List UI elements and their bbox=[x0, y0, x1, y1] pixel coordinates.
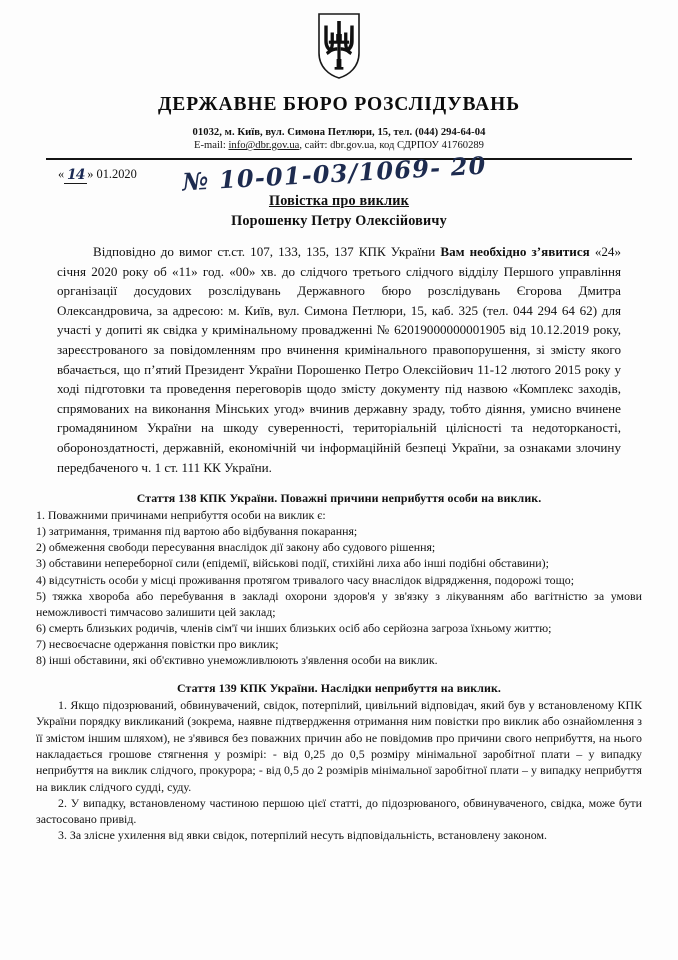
article-138-item: 1) затримання, тримання під вартою або відбування покарання; bbox=[36, 524, 358, 539]
date-month-year: 01.2020 bbox=[96, 167, 137, 181]
article-139-block bbox=[36, 681, 642, 844]
ukrainian-trident-coat-of-arms-icon bbox=[316, 12, 362, 80]
email-label: E-mail: bbox=[194, 140, 226, 151]
letterhead bbox=[0, 0, 678, 160]
handwritten-day: 14 bbox=[66, 167, 85, 183]
quote-close: » bbox=[87, 167, 94, 181]
email-address[interactable]: info@dbr.gov.ua bbox=[228, 140, 300, 151]
article-138-item: 8) інші обставини, які об'єктивно унеможливлюють з'явлення особи на виклик. bbox=[36, 652, 438, 667]
quote-open: « bbox=[58, 167, 65, 181]
main-paragraph bbox=[57, 242, 621, 477]
article-138-block bbox=[36, 491, 642, 668]
article-138-item: 3) обставини непереборної сили (епідемії, військові події, стихійні лиха або інші подібні обставини); bbox=[36, 556, 549, 571]
article-139-item: 2. У випадку, встановленому частиною першою цієї статті, до підозрюваного, обвинуваченого, свідка, може бути застосовано привід. bbox=[36, 795, 642, 827]
article-138-item: 4) відсутність особи у місці проживання протягом тривалого часу внаслідок відрядження, подорожі тощо; bbox=[36, 572, 575, 587]
article-139-item: 1. Якщо підозрюваний, обвинувачений, свідок, потерпілий, цивільний відповідач, який був у встановленому КПК України порядку викликаний (зокрема, наявне підтвердження отримання ним повістки про виклик або ознайомлення з її змістом іншим шляхом), не з'явився без поважних причин або не повідомив про причини свого неприбуття, на нього накладається грошове стягнення у розмірі: - від 0,25 до 0,5 розміру мінімальної заробітної плати – у випадку неприбуття на виклик слідчого, прокурора; - від 0,5 до 2 розмірів мінімальної заробітної плати – у випадку неприбуття на виклик слідчого судді, суду. bbox=[36, 698, 642, 794]
edrpou-code: 41760289 bbox=[441, 140, 484, 151]
handwritten-registration-number: № 10-01-03/1069- 20 bbox=[181, 150, 488, 197]
organization-title: ДЕРЖАВНЕ БЮРО РОЗСЛІДУВАНЬ bbox=[157, 94, 520, 115]
edrpou-label: , код СДРПОУ bbox=[374, 140, 439, 151]
site-address[interactable]: dbr.gov.ua bbox=[330, 140, 375, 151]
addressee-name: Порошенку Петру Олексійовичу bbox=[231, 213, 447, 229]
letterhead-contact-line bbox=[0, 140, 678, 151]
date-and-registration-row bbox=[0, 150, 678, 197]
article-139-heading: Стаття 139 КПК України. Наслідки неприбуття на виклик. bbox=[177, 681, 501, 696]
site-label: , сайт: bbox=[299, 140, 328, 151]
document-body bbox=[57, 242, 621, 477]
main-paragraph-rest: «24» січня 2020 року об «11» год. «00» хв. до слідчого третього слідчого відділу Першого управління організації досудових розслідувань Державного бюро розслідувань Єгорова Дмитра Олександровича, за адресою: м. Київ, вул. Симона Петлюри, 15, каб. 325 (тел. 044 294 64 62) для участі у допиті як свідка у кримінальному провадженні № 62019000000001905 від 10.12.2019 року, зареєстрованого за повідомленням про вчинення кримінального правопорушення, зі змісту якого вбачається, що п’ятий Президент України Порошенко Петро Олексійович 11-12 лютого 2015 року у ході підготовки та проведення переговорів щодо змісту документу під назвою «Комплекс заходів, спрямованих на виконання Мінських угод» вчинив державну зраду, тобто діяння, умисно вчинене громадянином України на шкоду суверенності, територіальній цілісності та недоторканості, обороноздатності, державній, економічній чи інформаційній безпеці України, за ознаками злочину передбаченого ч. 1 ст. 111 КК України. bbox=[57, 244, 622, 475]
main-paragraph-emphasis: Вам необхідно з’явитися bbox=[440, 244, 590, 259]
article-138-item: 2) обмеження свободи пересування внаслідок дії закону або судового рішення; bbox=[36, 540, 436, 555]
main-paragraph-lead: Відповідно до вимог ст.ст. 107, 133, 135, 137 КПК України bbox=[93, 244, 441, 259]
letterhead-address-line: 01032, м. Київ, вул. Симона Петлюри, 15, тел. (044) 294-64-04 bbox=[192, 127, 486, 138]
article-138-heading: Стаття 138 КПК України. Поважні причини неприбуття особи на виклик. bbox=[136, 491, 542, 506]
article-139-item: 3. За злісне ухилення від явки свідок, потерпілий несуть відповідальність, встановлену законом. bbox=[58, 828, 547, 843]
article-138-item: 6) смерть близьких родичів, членів сім'ї чи інших близьких осіб або серйозна загроза їхньому життю; bbox=[36, 620, 552, 635]
article-138-item: 5) тяжка хвороба або перебування в закладі охорони здоров'я у зв'язку з лікуванням або вагітністю за умови неможливості тимчасово залишити цей заклад; bbox=[36, 588, 642, 619]
page-title: Повістка про виклик bbox=[268, 193, 410, 209]
article-138-item: 7) несвоєчасне одержання повістки про виклик; bbox=[36, 636, 279, 651]
article-138-item: 1. Поважними причинами неприбуття особи на виклик є: bbox=[36, 508, 326, 523]
date-day-field bbox=[64, 167, 87, 184]
